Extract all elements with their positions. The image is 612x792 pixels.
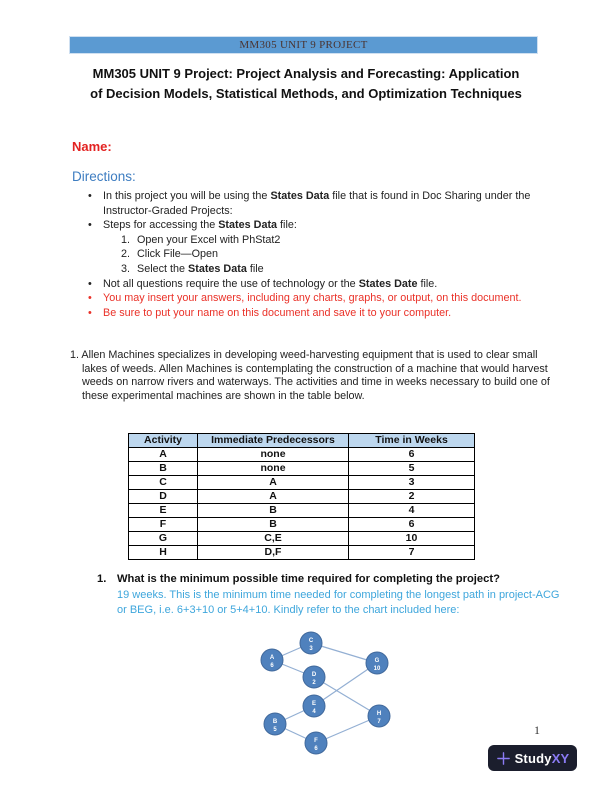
table-row — [129, 476, 475, 490]
bullet-text: You may insert your answers, including any charts, graphs, or output, on this document. — [103, 292, 522, 305]
directions-heading: Directions: — [72, 169, 136, 184]
bullet-text-bold: States Date — [358, 277, 418, 290]
bullet-text-segment: file. — [417, 277, 438, 290]
step-item-2 — [121, 247, 546, 262]
diagram-node-letter: D — [311, 672, 317, 678]
table-row — [129, 518, 475, 532]
bullet-text: Be sure to put your name on this document and save it to your computer. — [103, 306, 452, 319]
step-item-3 — [121, 262, 546, 277]
diagram-node-B — [264, 713, 286, 735]
cell-time: 5 — [349, 462, 475, 476]
cell-time: 10 — [349, 532, 475, 546]
table-row — [129, 532, 475, 546]
column-header-predecessors: Immediate Predecessors — [198, 434, 349, 448]
page-number: 1 — [534, 723, 540, 737]
diagram-node-H — [368, 705, 390, 727]
document-title-line2: of Decision Models, Statistical Methods, and Optimization Techniques — [90, 86, 522, 101]
table-row — [129, 448, 475, 462]
bullet-text — [103, 277, 546, 292]
diagram-node-E — [303, 695, 325, 717]
cell-predecessors: A — [198, 490, 349, 504]
diagram-node-letter: E — [311, 701, 317, 707]
bullet-text-segment: Steps for accessing the — [103, 219, 219, 232]
name-label: Name: — [72, 139, 112, 154]
banner-title: MM305 UNIT 9 PROJECT — [239, 39, 368, 51]
bullet-insert-answers — [88, 291, 546, 306]
bullet-text — [103, 189, 546, 218]
step-text-segment: file — [246, 262, 264, 275]
bullet-text-segment: Not all questions require the use of technology or the — [103, 277, 359, 290]
table-row — [129, 504, 475, 518]
table-row — [129, 546, 475, 560]
document-title — [62, 64, 550, 104]
diagram-node-duration: 4 — [312, 709, 316, 715]
diagram-node-letter: B — [272, 719, 278, 725]
diagram-node-duration: 3 — [309, 646, 313, 652]
cell-activity: G — [129, 532, 198, 546]
cell-activity: C — [129, 476, 198, 490]
step-text-bold: States Data — [188, 262, 247, 275]
cell-time: 6 — [349, 448, 475, 462]
steps-list — [121, 233, 546, 277]
logo-text — [515, 751, 570, 766]
cell-predecessors: B — [198, 518, 349, 532]
header-banner — [69, 36, 538, 54]
bullet-not-all-questions — [88, 277, 546, 292]
activity-table-body — [129, 448, 475, 560]
directions-list — [88, 189, 546, 320]
step-text: Open your Excel with PhStat2 — [137, 233, 281, 246]
cell-activity: H — [129, 546, 198, 560]
cell-predecessors: C,E — [198, 532, 349, 546]
bullet-text-bold: States Data — [270, 190, 330, 202]
step-number: 2. — [121, 248, 131, 261]
table-row — [129, 490, 475, 504]
step-number: 3. — [121, 262, 131, 275]
diagram-node-duration: 6 — [270, 663, 274, 669]
problem-1-text: Allen Machines specializes in developing weed-harvesting equipment that is used to clear small lakes of weeds. Allen Machines is contemplating the construction of a machine that would harvest weeds on narrow rivers and waterways. The activities and time in weeks necessary to build one of these experimental machines are shown in the table below. — [81, 349, 550, 403]
column-header-time: Time in Weeks — [349, 434, 475, 448]
problem-1-number: 1. — [70, 349, 80, 361]
problem-1-paragraph — [70, 349, 564, 404]
bullet-marker: • — [88, 190, 92, 202]
question-1-answer: 19 weeks. This is the minimum time needed for completing the longest path in project-ACG or BEG, i.e. 6+3+10 or 5+4+10. Kindly refer to the chart included here: — [117, 589, 560, 616]
question-1-line — [97, 572, 572, 587]
diagram-node-duration: 7 — [377, 719, 381, 725]
activity-table — [128, 433, 475, 560]
diagram-node-letter: F — [314, 738, 318, 744]
cell-time: 4 — [349, 504, 475, 518]
plus-icon — [496, 751, 511, 766]
bullet-marker: • — [88, 277, 92, 290]
logo-text-primary: Study — [514, 750, 552, 766]
cell-time: 3 — [349, 476, 475, 490]
cell-predecessors: none — [198, 448, 349, 462]
bullet-steps-for-accessing — [88, 218, 546, 233]
bullet-marker: • — [88, 292, 92, 305]
bullet-text-segment: file that is found in Doc Sharing under the Instructor-Graded Projects: — [103, 190, 531, 217]
step-number: 1. — [121, 233, 131, 246]
bullet-text — [103, 218, 546, 233]
bullet-put-your-name — [88, 306, 546, 321]
bullet-text-bold: States Data — [218, 219, 278, 232]
diagram-node-A — [261, 649, 283, 671]
cell-time: 2 — [349, 490, 475, 504]
network-diagram-svg — [248, 625, 403, 760]
cell-activity: A — [129, 448, 198, 462]
diagram-node-G — [366, 652, 388, 674]
diagram-node-letter: H — [376, 711, 382, 717]
activity-table-header — [129, 434, 475, 448]
bullet-text-segment: In this project you will be using the — [103, 190, 271, 202]
header-row — [129, 434, 475, 448]
diagram-node-duration: 6 — [314, 746, 318, 752]
cell-predecessors: A — [198, 476, 349, 490]
bullet-states-data-file — [88, 189, 546, 218]
table-row — [129, 462, 475, 476]
project-network-diagram — [248, 625, 403, 760]
diagram-node-duration: 10 — [373, 666, 381, 672]
cell-predecessors: D,F — [198, 546, 349, 560]
cell-predecessors: none — [198, 462, 349, 476]
question-1 — [97, 572, 572, 618]
diagram-node-letter: C — [308, 638, 314, 644]
diagram-node-letter: A — [269, 655, 275, 661]
step-item-1 — [121, 233, 546, 248]
step-text-segment: Select the — [137, 262, 189, 275]
cell-activity: B — [129, 462, 198, 476]
diagram-node-letter: G — [374, 658, 380, 664]
diagram-node-duration: 5 — [273, 727, 277, 733]
step-text — [137, 262, 264, 277]
column-header-activity: Activity — [129, 434, 198, 448]
studyxy-logo — [488, 745, 577, 771]
cell-time: 6 — [349, 518, 475, 532]
cell-predecessors: B — [198, 504, 349, 518]
question-1-number: 1. — [97, 573, 107, 585]
question-1-text: What is the minimum possible time required for completing the project? — [117, 573, 500, 585]
diagram-node-C — [300, 632, 322, 654]
bullet-marker: • — [88, 306, 92, 319]
bullet-text-segment: file: — [277, 219, 297, 232]
cell-activity: D — [129, 490, 198, 504]
step-text: Click File—Open — [137, 248, 218, 261]
cell-activity: F — [129, 518, 198, 532]
diagram-node-duration: 2 — [312, 680, 316, 686]
logo-text-accent: XY — [551, 750, 570, 766]
cell-time: 7 — [349, 546, 475, 560]
bullet-marker: • — [88, 219, 92, 232]
diagram-node-D — [303, 666, 325, 688]
document-title-line1: MM305 UNIT 9 Project: Project Analysis and Forecasting: Application — [92, 66, 520, 81]
diagram-node-F — [305, 732, 327, 754]
cell-activity: E — [129, 504, 198, 518]
